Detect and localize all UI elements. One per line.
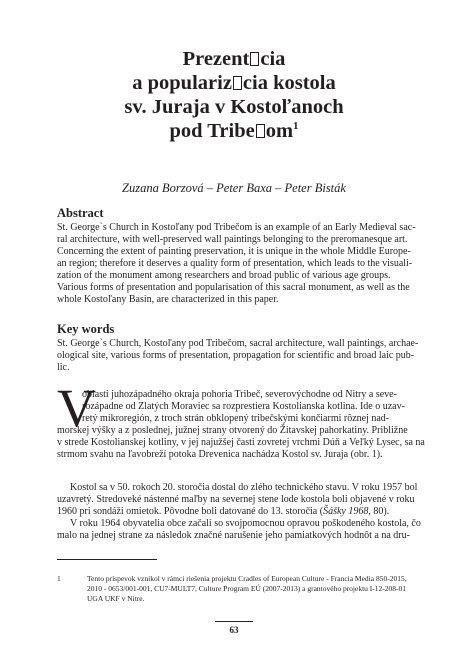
footnote-line: 2010 - 0653/001-001, CU7-MULT7, Culture Program EÚ (2007-2013) a grantového projektu I-12-208-01	[87, 584, 407, 593]
intro-line: oblasti juhozápadného okraja pohoria Tribeč, severovýchodne od Nitry a seve-	[82, 389, 397, 400]
abstract-line: zation of the monument among researchers and broad public of various age groups.	[57, 270, 391, 281]
page-number: 63	[229, 625, 239, 635]
footnote-divider	[57, 559, 157, 560]
abstract-heading: Abstract	[57, 206, 104, 220]
keywords-line: St. George`s Church, Kostoľany pod Tribečom, sacral architecture, wall paintings, archae-	[57, 338, 419, 349]
footnote-number: 1	[57, 574, 61, 583]
keywords-heading: Key words	[57, 322, 115, 336]
title-line-3: sv. Juraja v Kostoľanoch	[124, 96, 344, 118]
missing-glyph-box	[256, 124, 265, 138]
intro-line: rozápadne od Zlatých Moraviec sa rozprestiera Kostolianska kotlina. Ide o uzav-	[82, 401, 405, 412]
missing-glyph-box	[250, 52, 259, 66]
keywords-text	[57, 338, 419, 374]
authors: Zuzana Borzová – Peter Baxa – Peter Bisták	[122, 181, 346, 195]
title-line-2	[40, 71, 428, 95]
abstract-line: Various forms of presentation and popularisation of this sacral monument, as well as the	[57, 282, 410, 293]
title-line-1-part-a: Prezent	[182, 48, 250, 70]
body-line: Kostol sa v 50. rokoch 20. storočia dostal do zlého technického stavu. V roku 1957 bol	[70, 482, 418, 493]
footnote-line: Tento príspevok vznikol v rámci riešenia projektu Cradles of European Culture - Francia Media 850-2015,	[87, 574, 407, 583]
abstract-line: whole Kostoľany Basin, are characterized in this paper.	[57, 294, 279, 305]
title-line-4-part-a: pod Tribe	[169, 120, 255, 142]
title-footnote-mark[interactable]: 1	[293, 120, 299, 133]
abstract-line: Concerning the extent of painting preservation, it is unique in the whole Middle Europe-	[57, 246, 411, 257]
intro-line: v strede Kostolianskej kotliny, v jej najužšej časti zovretej vrchmi Dúň a Veľký Lysec, sa na	[57, 437, 425, 448]
abstract-line: St. George`s Church in Kostoľany pod Tribečom is an example of an Early Medieval sac-	[57, 222, 416, 233]
body-line: uzavretý. Stredoveké nástenné maľby na severnej stene lode kostola boli objavené v roku	[57, 494, 415, 505]
body-line-text: 1960 pri sondáži omietok. Pôvodne boli datované do 13. storočia (	[57, 506, 324, 517]
citation: Šášky 1968	[323, 506, 369, 517]
intro-line: retý mikroregión, z troch strán obklopený tribečskými končiarmi rôznej nad-	[82, 413, 390, 424]
drop-cap: V	[57, 378, 96, 438]
body-line: malo na jednej strane za následok značné narušenie jeho pamiatkových hodnôt a na dru-	[57, 530, 410, 541]
footnote-line: UGA UKF v Nitre.	[87, 594, 145, 603]
intro-paragraph	[57, 389, 425, 461]
abstract-line: an region; therefore it deserves a quality form of presentation, which leads to the visuali-	[57, 258, 413, 269]
title-line-4	[40, 119, 428, 143]
abstract-text	[57, 222, 416, 306]
body-line: V roku 1964 obyvatelia obce začali so svojpomocnou opravou poškodeného kostola, čo	[70, 518, 421, 529]
paper-title	[40, 47, 428, 143]
missing-glyph-box	[233, 76, 242, 90]
page-number-rule	[215, 621, 253, 622]
title-line-1-part-b: cia	[260, 48, 286, 70]
title-line-2-part-a: a populariz	[132, 72, 232, 94]
intro-line: strmom svahu na ľavobreží potoka Drevenica nachádza Kostol sv. Juraja (obr. 1).	[57, 449, 383, 460]
abstract-line: ral architecture, with well-preserved wall paintings belonging to the preromanesque art.	[57, 234, 408, 245]
keywords-line: lic.	[57, 362, 70, 373]
intro-line: morskej výšky a z poslednej, južnej strany otvorený do Žitavskej pahorkatiny. Približne	[57, 425, 408, 436]
body-paragraph	[57, 482, 421, 542]
title-line-1	[40, 47, 428, 71]
keywords-line: ological site, various forms of presentation, propagation for scientific and broad laic pub-	[57, 350, 415, 361]
title-line-4-part-b: om	[265, 120, 294, 142]
citation-tail: , 80).	[368, 506, 390, 517]
title-line-2-part-b: cia kostola	[242, 72, 336, 94]
body-line	[57, 506, 412, 518]
footnote	[57, 574, 412, 604]
